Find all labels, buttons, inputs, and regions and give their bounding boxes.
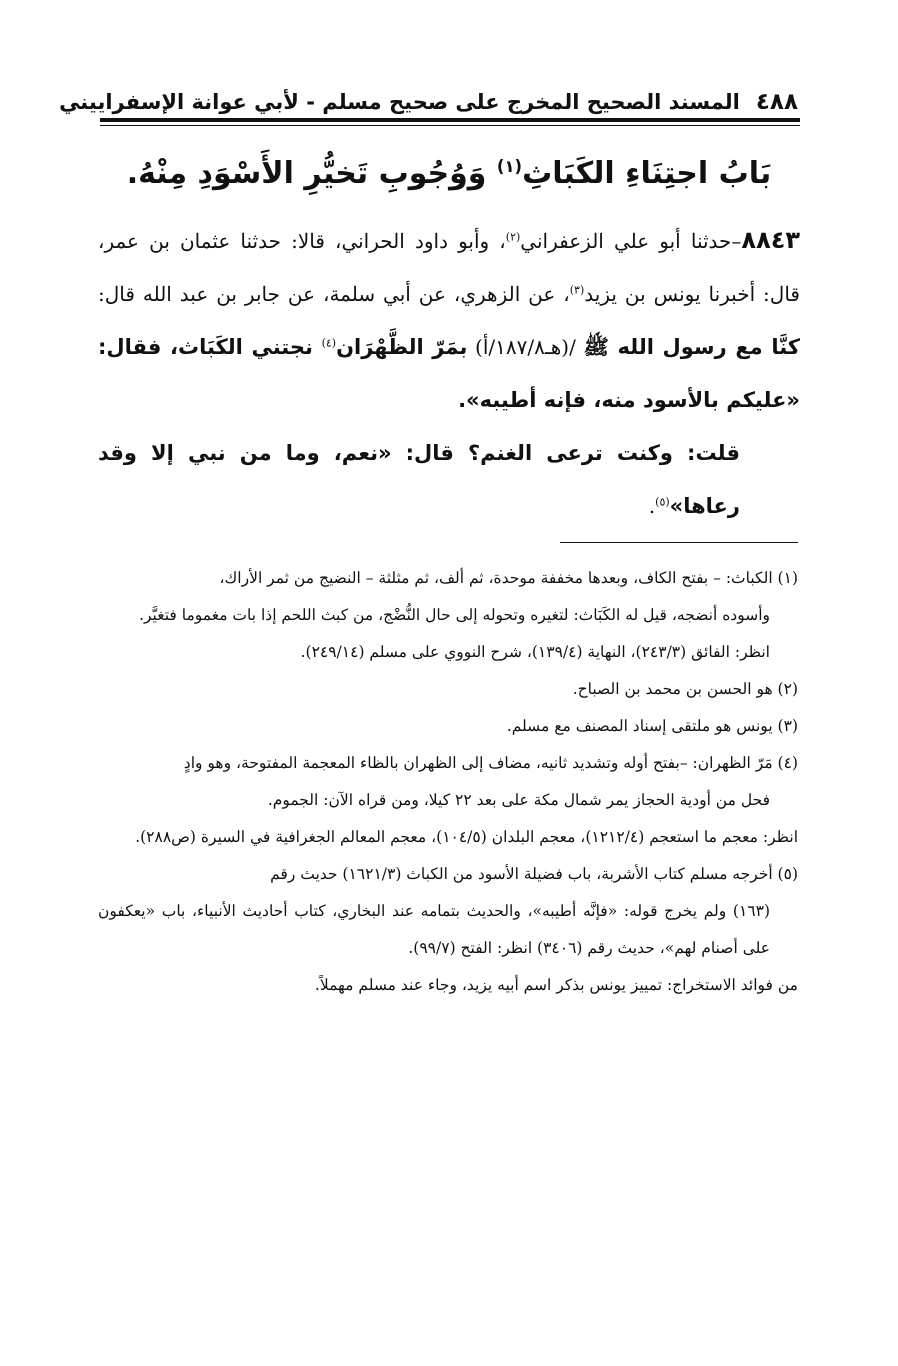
footnote-marker-5: (٥) bbox=[655, 495, 670, 509]
chapter-title bbox=[100, 150, 798, 198]
hadith-matn: نجتني الكَبَاث، فقال: «عليكم بالأسود منه، فإنه أطيبه». bbox=[98, 335, 800, 412]
hadith-matn: كنَّا مع رسول الله ﷺ bbox=[583, 335, 800, 359]
hadith-matn: قلت: وكنت ترعى الغنم؟ قال: «نعم، وما من نبي إلا وقد رعاها» bbox=[98, 441, 740, 518]
footnote-1: (١) الكباث: – بفتح الكاف، وبعدها مخففة موحدة، ثم ألف، ثم مثلثة – النضيج من ثمر الأراك، bbox=[219, 569, 798, 587]
footnote-separator bbox=[560, 542, 798, 543]
hadith-paragraph bbox=[98, 214, 800, 427]
hadith-number: ٨٨٤٣ bbox=[741, 226, 801, 254]
footnotes bbox=[98, 560, 798, 1004]
page-number: ٤٨٨ bbox=[755, 89, 798, 115]
footnote-marker-1: (١) bbox=[496, 157, 523, 176]
chapter-title-main: بَابُ اجتِنَاءِ الكَبَاثِ bbox=[522, 156, 772, 191]
footnote-5: (٥) أخرجه مسلم كتاب الأشربة، باب فضيلة الأسود من الكباث (١٦٢١/٣) حديث رقم bbox=[270, 865, 798, 883]
footnote-1-reference: انظر: الفائق (٢٤٣/٣)، النهاية (١٣٩/٤)، شرح النووي على مسلم (٢٤٩/١٤). bbox=[300, 643, 770, 661]
hadith-text-part: . bbox=[648, 494, 656, 518]
footnote-5-note: من فوائد الاستخراج: تمييز يونس بذكر اسم أبيه يزيد، وجاء عند مسلم مهملاً. bbox=[314, 976, 798, 994]
footnote-1-continued: وأسوده أنضجه، قيل له الكَبَاث: لتغيره وتحوله إلى حال النُّضْج، من كبث اللحم إذا بات مغموما فتغيَّر. bbox=[139, 606, 770, 624]
hadith-text bbox=[98, 214, 800, 533]
footnote-4-reference: انظر: معجم ما استعجم (١٢١٢/٤)، معجم البلدان (١٠٤/٥)، معجم المعالم الجغرافية في السيرة (ص٢٨٨). bbox=[135, 828, 798, 846]
footnote-marker-4: (٤) bbox=[321, 336, 337, 350]
footnote-4: (٤) مَرّ الظهران: –بفتح أوله وتشديد ثانيه، مضاف إلى الظهران بالظاء المعجمة المفتوحة، وهو وادٍ bbox=[183, 754, 798, 772]
footnote-marker-2: (٢) bbox=[505, 230, 521, 244]
hadith-matn: بمَرّ الظَّهْرَان bbox=[336, 335, 468, 359]
running-title: المسند الصحيح المخرج على صحيح مسلم - لأبي عوانة الإسفراييني bbox=[59, 90, 740, 114]
manuscript-reference: /(هـ١٨٧/٨/أ) bbox=[467, 335, 584, 359]
footnote-4-continued: فحل من أودية الحجاز يمر شمال مكة على بعد ٢٢ كيلا، ومن قراه الآن: الجموم. bbox=[267, 791, 770, 809]
footnote-3: (٣) يونس هو ملتقى إسناد المصنف مع مسلم. bbox=[506, 717, 798, 735]
hadith-text-part: ، وأبو داود الحراني، قالا: حدثنا عثمان بن عمر، قال: أخبرنا يونس بن يزيد bbox=[98, 229, 800, 306]
chapter-title-rest: وَوُجُوبِ تَخيُّرِ الأَسْوَدِ مِنْهُ. bbox=[126, 156, 497, 191]
hadith-question bbox=[98, 427, 800, 533]
hadith-text-part: –حدثنا أبو علي الزعفراني bbox=[520, 229, 742, 253]
header-rule-thick bbox=[100, 118, 800, 122]
footnote-2: (٢) هو الحسن بن محمد بن الصباح. bbox=[572, 680, 798, 698]
hadith-text-part: ، عن الزهري، عن أبي سلمة، عن جابر بن عبد الله قال: bbox=[98, 282, 570, 306]
running-header bbox=[59, 84, 798, 120]
footnote-marker-3: (٣) bbox=[569, 283, 585, 297]
footnote-5-continued: (١٦٣) ولم يخرج قوله: «فإنَّه أطيبه»، والحديث بتمامه عند البخاري، كتاب أحاديث الأنبياء، باب «يعكفون على أصنام لهم»، حديث رقم (٣٤٠٦) انظر: الفتح (٩٩/٧). bbox=[98, 902, 770, 957]
header-rule-thin bbox=[100, 125, 800, 126]
